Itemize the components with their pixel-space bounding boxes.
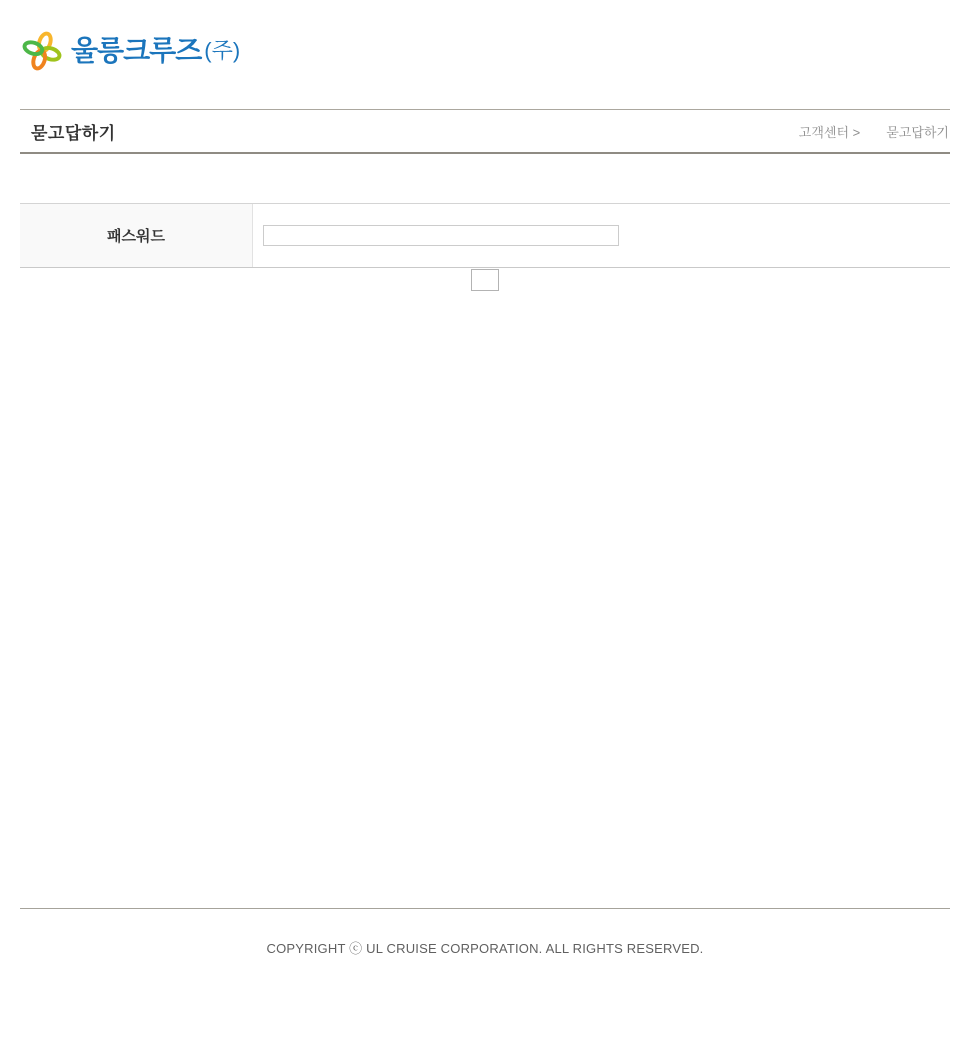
breadcrumb (799, 122, 950, 141)
content-container (20, 109, 950, 291)
password-input[interactable] (263, 225, 619, 246)
page-title: 묻고답하기 (31, 123, 116, 143)
logo-flower-icon (22, 30, 62, 72)
header (0, 0, 970, 109)
breadcrumb-qna[interactable]: 묻고답하기 (886, 124, 949, 140)
copyright-text: COPYRIGHT ⓒ UL CRUISE CORPORATION. ALL RIGHTS RESERVED. (266, 941, 704, 956)
breadcrumb-customer-center[interactable]: 고객센터 > (798, 124, 861, 140)
logo-suffix: (주) (204, 38, 241, 63)
password-form-table (20, 203, 950, 268)
password-label-cell (20, 204, 253, 267)
logo-text: 울릉크루즈 (71, 35, 202, 66)
password-submit-button[interactable] (471, 269, 499, 291)
title-bar (20, 109, 950, 154)
footer (20, 908, 950, 958)
logo[interactable] (22, 30, 240, 72)
password-input-cell (253, 204, 950, 267)
password-label: 패스워드 (107, 228, 165, 245)
